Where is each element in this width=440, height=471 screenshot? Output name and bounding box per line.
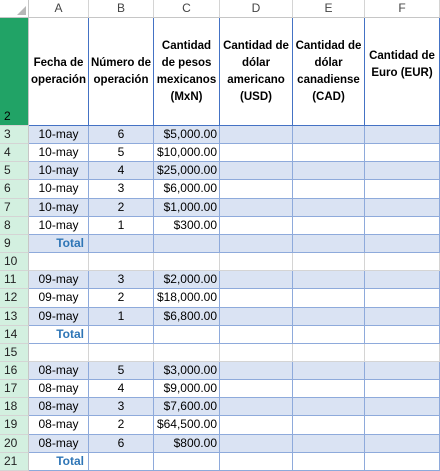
row-header-6[interactable]: 6 xyxy=(0,180,29,199)
cell-a10[interactable] xyxy=(29,253,89,271)
column-header-d[interactable]: D xyxy=(220,0,293,18)
cell-f12[interactable] xyxy=(365,289,440,308)
cell-a18[interactable]: 08-may xyxy=(29,398,89,416)
cell-a6[interactable]: 10-may xyxy=(29,180,89,199)
cell-a3[interactable]: 10-may xyxy=(29,126,89,144)
row-header-3[interactable]: 3 xyxy=(0,126,29,144)
cell-b6[interactable]: 3 xyxy=(89,180,154,199)
row-header-20[interactable]: 20 xyxy=(0,435,29,453)
cell-f15[interactable] xyxy=(365,344,440,362)
cell-c9[interactable] xyxy=(154,235,220,253)
cell-a16[interactable]: 08-may xyxy=(29,362,89,380)
cell-d6[interactable] xyxy=(220,180,293,199)
cell-b3[interactable]: 6 xyxy=(89,126,154,144)
cell-b8[interactable]: 1 xyxy=(89,217,154,235)
cell-b10[interactable] xyxy=(89,253,154,271)
total-label-cell[interactable]: Total xyxy=(29,235,89,253)
cell-d18[interactable] xyxy=(220,398,293,416)
cell-b20[interactable]: 6 xyxy=(89,435,154,453)
cell-e3[interactable] xyxy=(293,126,365,144)
cell-c5[interactable]: $25,000.00 xyxy=(154,162,220,180)
select-all-corner[interactable] xyxy=(0,0,29,18)
column-header-e[interactable]: E xyxy=(293,0,365,18)
cell-c10[interactable] xyxy=(154,253,220,271)
cell-a7[interactable]: 10-may xyxy=(29,199,89,217)
cell-b19[interactable]: 2 xyxy=(89,416,154,435)
cell-c19[interactable]: $64,500.00 xyxy=(154,416,220,435)
cell-b18[interactable]: 3 xyxy=(89,398,154,416)
cell-e12[interactable] xyxy=(293,289,365,308)
row-header-19[interactable]: 19 xyxy=(0,416,29,435)
cell-d11[interactable] xyxy=(220,271,293,289)
cell-e6[interactable] xyxy=(293,180,365,199)
row-header-13[interactable]: 13 xyxy=(0,308,29,326)
cell-d17[interactable] xyxy=(220,380,293,398)
cell-c6[interactable]: $6,000.00 xyxy=(154,180,220,199)
column-header-b[interactable]: B xyxy=(89,0,154,18)
cell-b15[interactable] xyxy=(89,344,154,362)
cell-d14[interactable] xyxy=(220,326,293,344)
cell-d12[interactable] xyxy=(220,289,293,308)
row-header-9[interactable]: 9 xyxy=(0,235,29,253)
cell-f9[interactable] xyxy=(365,235,440,253)
cell-d3[interactable] xyxy=(220,126,293,144)
row-header-7[interactable]: 7 xyxy=(0,199,29,217)
cell-d7[interactable] xyxy=(220,199,293,217)
cell-e7[interactable] xyxy=(293,199,365,217)
total-label-cell[interactable]: Total xyxy=(29,453,89,471)
cell-e9[interactable] xyxy=(293,235,365,253)
cell-d9[interactable] xyxy=(220,235,293,253)
cell-e4[interactable] xyxy=(293,144,365,162)
total-label-cell[interactable]: Total xyxy=(29,326,89,344)
cell-d15[interactable] xyxy=(220,344,293,362)
cell-f17[interactable] xyxy=(365,380,440,398)
row-header-11[interactable]: 11 xyxy=(0,271,29,289)
cell-d8[interactable] xyxy=(220,217,293,235)
cell-d10[interactable] xyxy=(220,253,293,271)
column-header-c[interactable]: C xyxy=(154,0,220,18)
cell-e15[interactable] xyxy=(293,344,365,362)
row-header-14[interactable]: 14 xyxy=(0,326,29,344)
cell-f8[interactable] xyxy=(365,217,440,235)
cell-d20[interactable] xyxy=(220,435,293,453)
cell-e5[interactable] xyxy=(293,162,365,180)
cell-c21[interactable] xyxy=(154,453,220,471)
cell-d13[interactable] xyxy=(220,308,293,326)
cell-d4[interactable] xyxy=(220,144,293,162)
cell-d19[interactable] xyxy=(220,416,293,435)
row-header-2[interactable] xyxy=(0,18,29,126)
cell-c4[interactable]: $10,000.00 xyxy=(154,144,220,162)
cell-e17[interactable] xyxy=(293,380,365,398)
header-fecha[interactable]: Fecha de operación xyxy=(29,18,89,126)
cell-d5[interactable] xyxy=(220,162,293,180)
cell-f21[interactable] xyxy=(365,453,440,471)
cell-f20[interactable] xyxy=(365,435,440,453)
header-numero[interactable]: Número de operación xyxy=(89,18,154,126)
column-header-a[interactable]: A xyxy=(29,0,89,18)
cell-c14[interactable] xyxy=(154,326,220,344)
cell-b17[interactable]: 4 xyxy=(89,380,154,398)
cell-c8[interactable]: $300.00 xyxy=(154,217,220,235)
header-mxn[interactable]: Cantidad de pesos mexicanos (MxN) xyxy=(154,18,220,126)
cell-e21[interactable] xyxy=(293,453,365,471)
cell-a17[interactable]: 08-may xyxy=(29,380,89,398)
cell-c17[interactable]: $9,000.00 xyxy=(154,380,220,398)
cell-e8[interactable] xyxy=(293,217,365,235)
cell-c15[interactable] xyxy=(154,344,220,362)
cell-c7[interactable]: $1,000.00 xyxy=(154,199,220,217)
row-header-16[interactable]: 16 xyxy=(0,362,29,380)
cell-a15[interactable] xyxy=(29,344,89,362)
cell-c18[interactable]: $7,600.00 xyxy=(154,398,220,416)
cell-f10[interactable] xyxy=(365,253,440,271)
cell-a19[interactable]: 08-may xyxy=(29,416,89,435)
cell-e18[interactable] xyxy=(293,398,365,416)
cell-b16[interactable]: 5 xyxy=(89,362,154,380)
cell-e20[interactable] xyxy=(293,435,365,453)
cell-a20[interactable]: 08-may xyxy=(29,435,89,453)
cell-b12[interactable]: 2 xyxy=(89,289,154,308)
cell-d16[interactable] xyxy=(220,362,293,380)
cell-f11[interactable] xyxy=(365,271,440,289)
cell-a13[interactable]: 09-may xyxy=(29,308,89,326)
cell-c20[interactable]: $800.00 xyxy=(154,435,220,453)
cell-b11[interactable]: 3 xyxy=(89,271,154,289)
row-header-5[interactable]: 5 xyxy=(0,162,29,180)
row-header-21[interactable]: 21 xyxy=(0,453,29,471)
cell-b14[interactable] xyxy=(89,326,154,344)
cell-e19[interactable] xyxy=(293,416,365,435)
row-header-12[interactable]: 12 xyxy=(0,289,29,308)
cell-f7[interactable] xyxy=(365,199,440,217)
cell-f19[interactable] xyxy=(365,416,440,435)
cell-f13[interactable] xyxy=(365,308,440,326)
cell-f3[interactable] xyxy=(365,126,440,144)
cell-b7[interactable]: 2 xyxy=(89,199,154,217)
cell-a11[interactable]: 09-may xyxy=(29,271,89,289)
header-cad[interactable]: Cantidad de dólar canadiense (CAD) xyxy=(293,18,365,126)
cell-e13[interactable] xyxy=(293,308,365,326)
cell-b5[interactable]: 4 xyxy=(89,162,154,180)
cell-f6[interactable] xyxy=(365,180,440,199)
cell-f14[interactable] xyxy=(365,326,440,344)
row-header-18[interactable]: 18 xyxy=(0,398,29,416)
cell-e14[interactable] xyxy=(293,326,365,344)
cell-b13[interactable]: 1 xyxy=(89,308,154,326)
header-eur[interactable]: Cantidad de Euro (EUR) xyxy=(365,18,440,126)
row-header-4[interactable]: 4 xyxy=(0,144,29,162)
cell-a12[interactable]: 09-may xyxy=(29,289,89,308)
row-header-2-label: 2 xyxy=(4,109,11,123)
header-usd[interactable]: Cantidad de dólar americano (USD) xyxy=(220,18,293,126)
row-header-15[interactable]: 15 xyxy=(0,344,29,362)
cell-c12[interactable]: $18,000.00 xyxy=(154,289,220,308)
cell-f4[interactable] xyxy=(365,144,440,162)
cell-c3[interactable]: $5,000.00 xyxy=(154,126,220,144)
select-all-triangle-icon xyxy=(17,6,26,15)
cell-f18[interactable] xyxy=(365,398,440,416)
cell-f5[interactable] xyxy=(365,162,440,180)
column-header-f[interactable]: F xyxy=(365,0,440,18)
row-header-8[interactable]: 8 xyxy=(0,217,29,235)
cell-c13[interactable]: $6,800.00 xyxy=(154,308,220,326)
row-header-17[interactable]: 17 xyxy=(0,380,29,398)
cell-b21[interactable] xyxy=(89,453,154,471)
cell-f16[interactable] xyxy=(365,362,440,380)
row-header-10[interactable]: 10 xyxy=(0,253,29,271)
cell-b9[interactable] xyxy=(89,235,154,253)
cell-a5[interactable]: 10-may xyxy=(29,162,89,180)
cell-b4[interactable]: 5 xyxy=(89,144,154,162)
cell-c11[interactable]: $2,000.00 xyxy=(154,271,220,289)
cell-a8[interactable]: 10-may xyxy=(29,217,89,235)
cell-c16[interactable]: $3,000.00 xyxy=(154,362,220,380)
cell-e10[interactable] xyxy=(293,253,365,271)
cell-e11[interactable] xyxy=(293,271,365,289)
cell-e16[interactable] xyxy=(293,362,365,380)
cell-d21[interactable] xyxy=(220,453,293,471)
cell-a4[interactable]: 10-may xyxy=(29,144,89,162)
